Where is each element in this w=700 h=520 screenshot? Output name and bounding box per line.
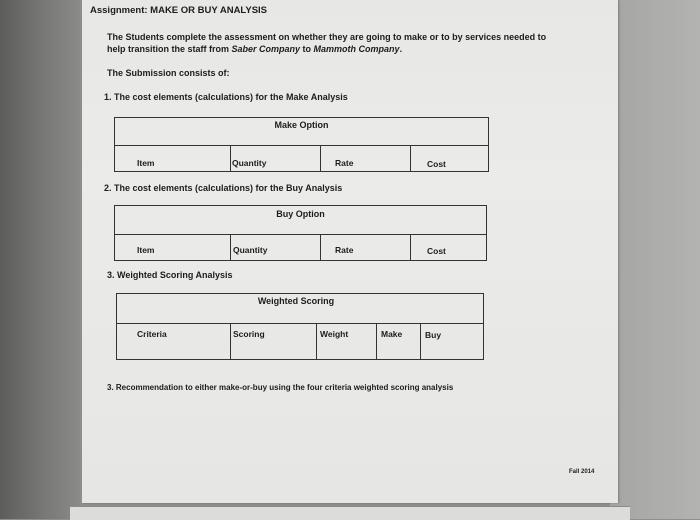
buy-col-cost (411, 234, 487, 260)
section-3-heading: 3. Weighted Scoring Analysis (107, 270, 233, 280)
weighted-scoring-table (116, 293, 484, 360)
scoring-col-criteria-label: Criteria (137, 329, 167, 339)
buy-table-title: Buy Option (276, 209, 325, 219)
make-col-cost-label: Cost (427, 159, 446, 169)
scoring-col-criteria (117, 323, 231, 359)
buy-col-cost-label: Cost (427, 246, 446, 256)
scoring-table-title: Weighted Scoring (257, 296, 335, 306)
make-option-table (114, 117, 489, 172)
make-table-title: Make Option (274, 120, 329, 130)
scoring-col-scoring-label: Scoring (233, 329, 265, 339)
paper-bottom-edge (70, 506, 630, 520)
make-col-rate-label: Rate (335, 158, 354, 168)
scoring-col-make-label: Make (381, 329, 403, 339)
scoring-col-weight (317, 323, 377, 359)
buy-col-quantity (231, 234, 321, 260)
make-col-rate (321, 145, 411, 171)
scoring-col-make (377, 323, 421, 359)
make-col-cost (411, 145, 489, 171)
intro-text-3: . (399, 44, 403, 54)
section-4-heading: 3. Recommendation to either make-or-buy using the four criteria weighted scoring analysis (107, 383, 454, 392)
section-1-heading: 1. The cost elements (calculations) for the Make Analysis (104, 92, 348, 102)
company-to: Mammoth Company (313, 44, 400, 54)
scoring-col-weight-label: Weight (320, 329, 349, 339)
buy-col-item-label: Item (137, 245, 155, 255)
intro-text-2: to (300, 44, 314, 54)
buy-col-rate (321, 234, 411, 260)
company-from: Saber Company (231, 44, 301, 54)
make-col-quantity-label: Quantity (232, 158, 267, 168)
section-2-heading: 2. The cost elements (calculations) for the Buy Analysis (104, 183, 343, 193)
buy-option-table (114, 205, 487, 261)
make-col-item (115, 145, 231, 171)
make-col-quantity (231, 145, 321, 171)
submission-heading: The Submission consists of: (107, 68, 230, 78)
scoring-table-header (117, 294, 483, 324)
scoring-col-buy-label: Buy (425, 330, 442, 340)
intro-text-1: The Students complete the assessment on whether they are going to make or to by services needed to help transition the staff from (107, 32, 547, 54)
intro-paragraph (107, 31, 567, 55)
buy-col-item (115, 234, 231, 260)
make-table-header (115, 118, 488, 146)
assignment-sheet (82, 0, 618, 503)
document-title: Assignment: MAKE OR BUY ANALYSIS (90, 5, 268, 16)
scoring-col-buy (421, 323, 484, 359)
background-left (0, 0, 80, 519)
background-right (610, 0, 700, 519)
buy-col-quantity-label: Quantity (233, 245, 268, 255)
footer-date: Fall 2014 (569, 469, 595, 475)
buy-table-header (115, 206, 486, 235)
make-col-item-label: Item (137, 158, 155, 168)
scoring-col-scoring (231, 323, 317, 359)
buy-col-rate-label: Rate (335, 245, 354, 255)
